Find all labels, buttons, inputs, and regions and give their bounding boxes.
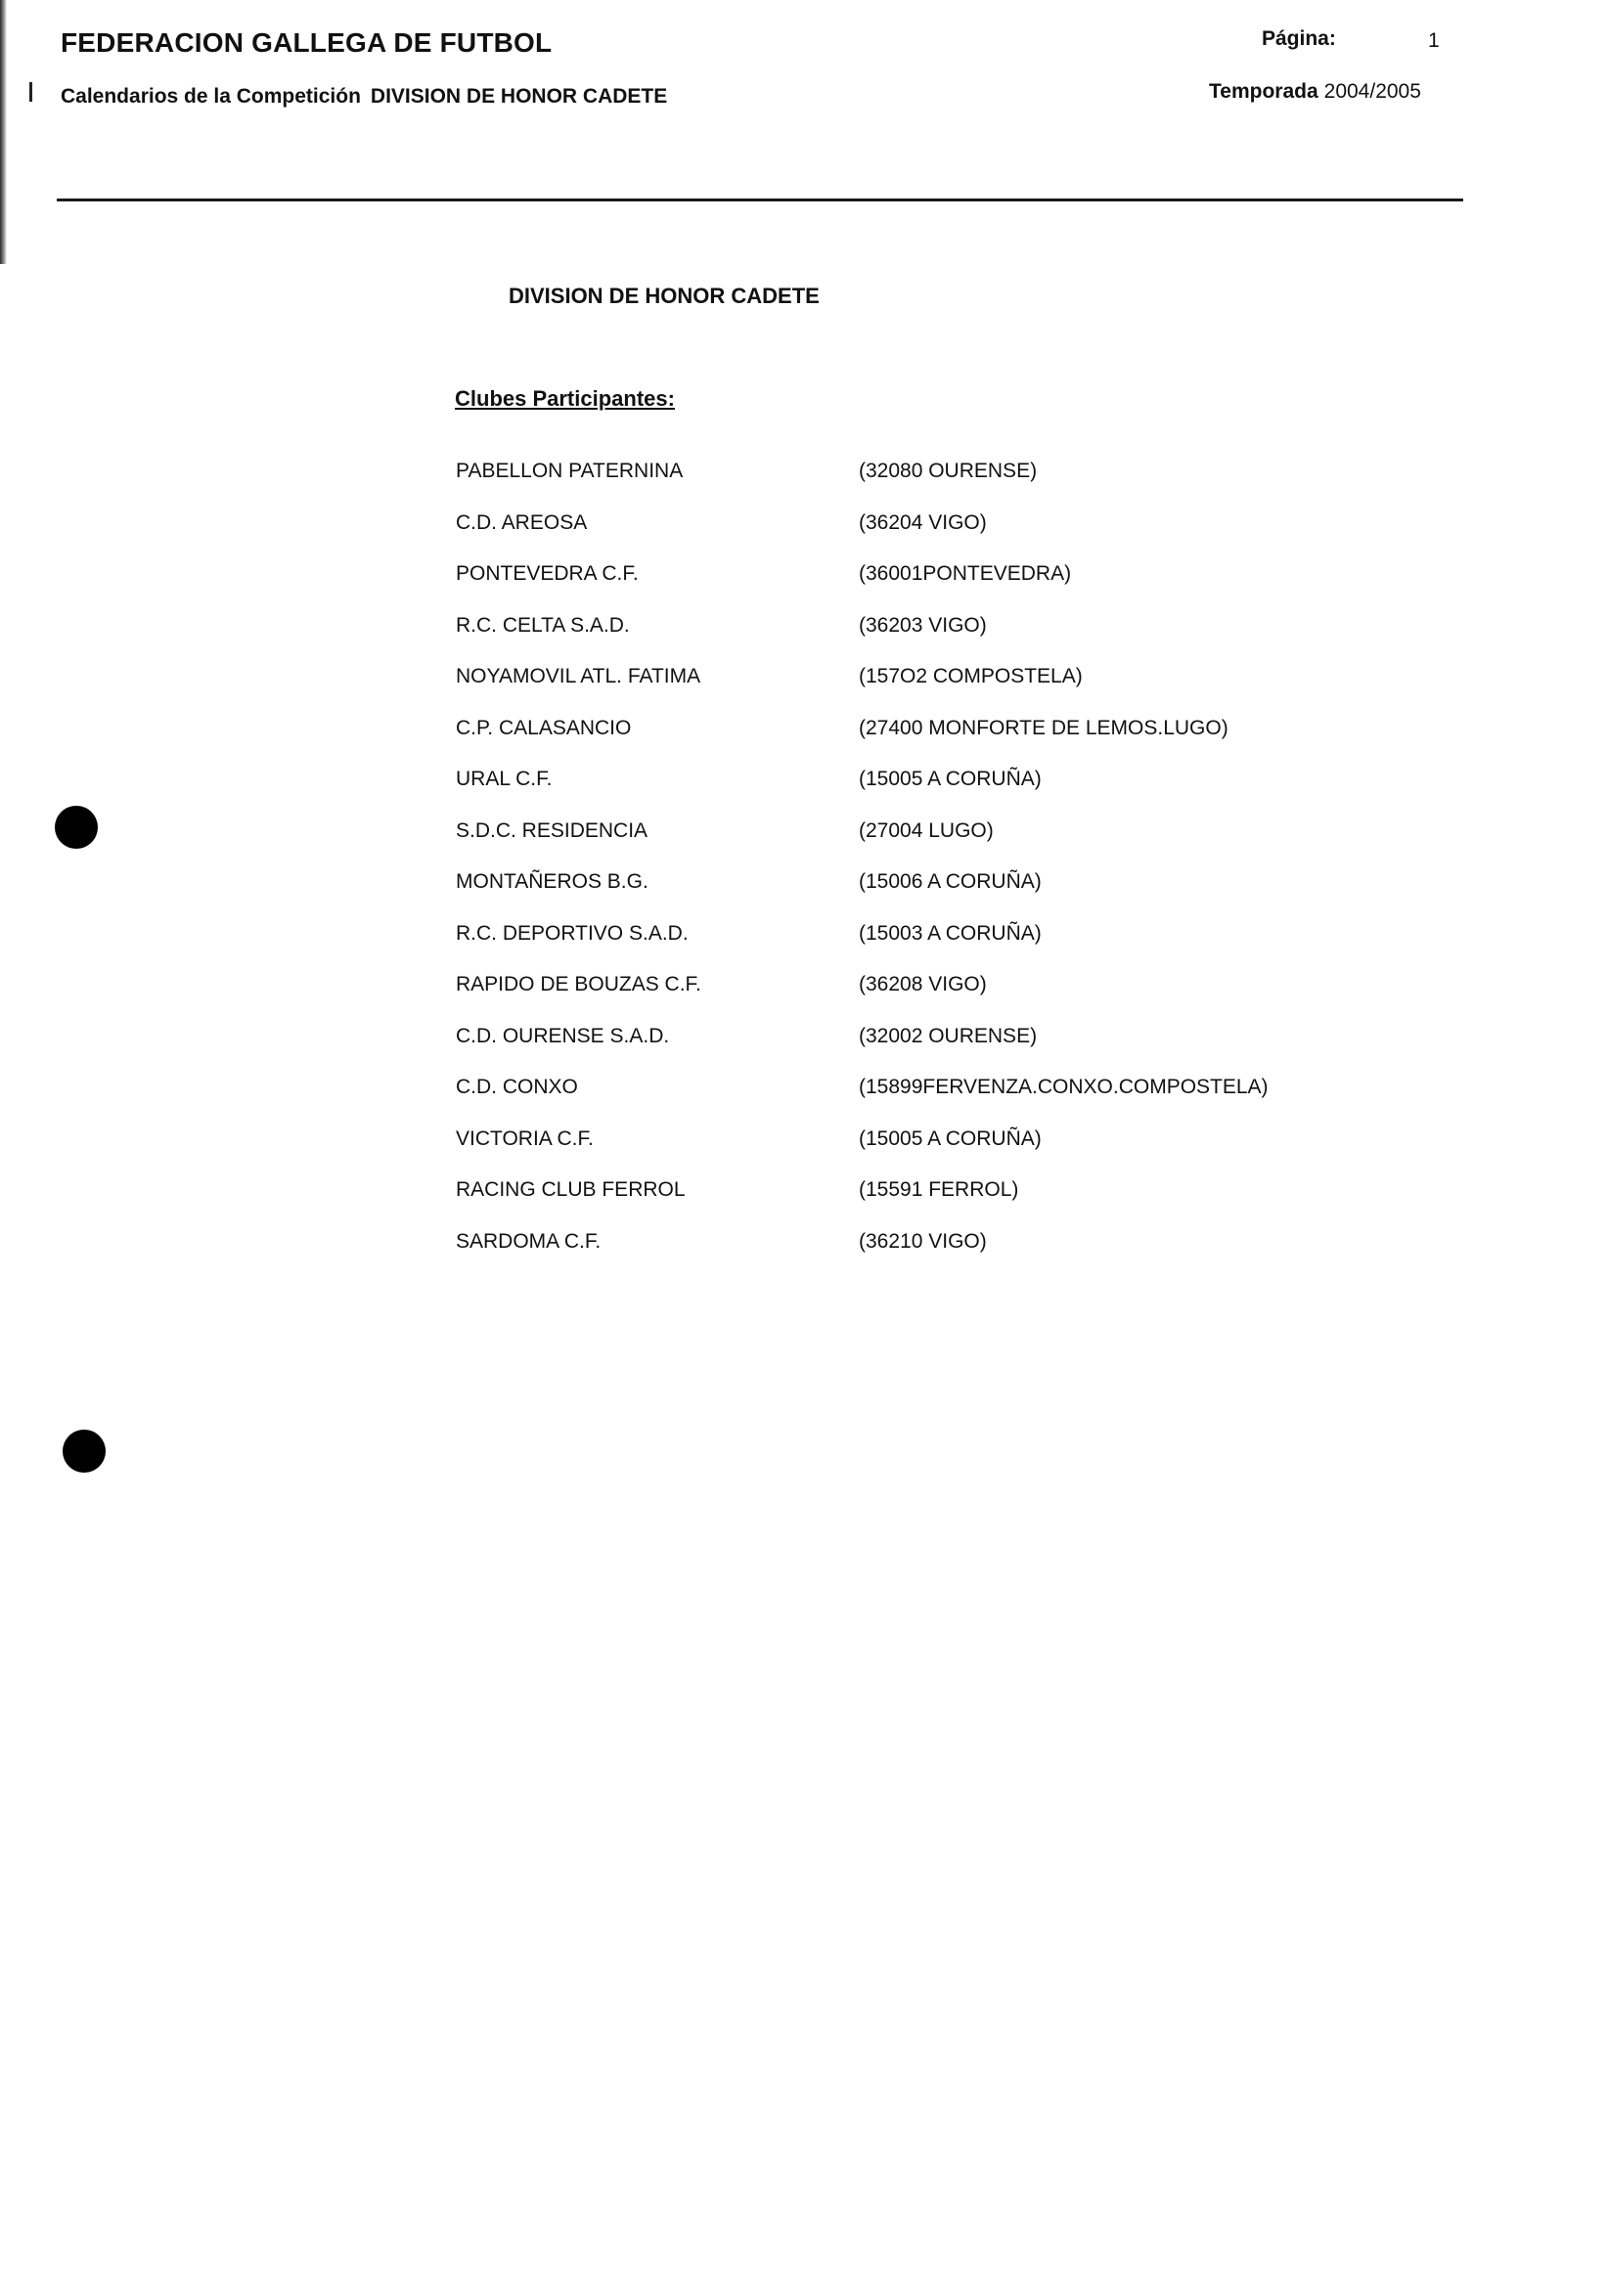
punch-hole	[63, 1430, 106, 1473]
club-location: (36210 VIGO)	[859, 1229, 987, 1253]
organization-title: FEDERACION GALLEGA DE FUTBOL	[61, 27, 553, 58]
club-row	[456, 870, 1434, 922]
club-list	[456, 460, 1434, 1281]
club-name: C.P. CALASANCIO	[456, 716, 632, 739]
club-row	[456, 768, 1434, 819]
club-location: (36203 VIGO)	[859, 613, 987, 637]
club-name: RAPIDO DE BOUZAS C.F.	[456, 973, 701, 995]
club-location: (32002 OURENSE)	[859, 1024, 1038, 1047]
season	[1209, 80, 1421, 104]
club-row	[456, 1178, 1434, 1230]
club-name: MONTAÑEROS B.G.	[456, 870, 648, 893]
club-name: S.D.C. RESIDENCIA	[456, 818, 648, 842]
club-name: R.C. CELTA S.A.D.	[456, 613, 630, 637]
punch-hole	[55, 806, 98, 849]
club-name: PONTEVEDRA C.F.	[456, 562, 639, 585]
club-location: (15005 A CORUÑA)	[859, 768, 1042, 790]
clubs-heading: Clubes Participantes:	[455, 386, 675, 411]
club-name: C.D. AREOSA	[456, 510, 588, 534]
club-row	[456, 1230, 1434, 1282]
club-row	[456, 973, 1434, 1025]
club-location: (36208 VIGO)	[859, 973, 987, 995]
club-row	[456, 819, 1434, 871]
club-row	[456, 717, 1434, 769]
season-value: 2004/2005	[1323, 80, 1421, 103]
club-row	[456, 562, 1434, 614]
club-location: (157O2 COMPOSTELA)	[859, 665, 1083, 687]
club-location: (15591 FERROL)	[859, 1178, 1019, 1201]
club-name: VICTORIA C.F.	[456, 1126, 594, 1150]
club-location: (15006 A CORUÑA)	[859, 870, 1042, 893]
page-label: Página:	[1262, 27, 1336, 50]
club-row	[456, 1025, 1434, 1077]
club-location: (32080 OURENSE)	[859, 460, 1038, 482]
scan-mark	[29, 82, 32, 102]
club-location: (15003 A CORUÑA)	[859, 921, 1042, 945]
club-row	[456, 922, 1434, 974]
club-row	[456, 511, 1434, 563]
club-name: NOYAMOVIL ATL. FATIMA	[456, 665, 701, 687]
club-name: C.D. CONXO	[456, 1076, 578, 1098]
header-subtitle	[61, 85, 677, 109]
club-location: (36204 VIGO)	[859, 510, 987, 534]
season-label: Temporada	[1209, 80, 1318, 103]
club-row	[456, 1127, 1434, 1179]
club-name: C.D. OURENSE S.A.D.	[456, 1024, 670, 1047]
club-row	[456, 1076, 1434, 1127]
club-location: (27400 MONFORTE DE LEMOS.LUGO)	[859, 716, 1228, 739]
club-location: (27004 LUGO)	[859, 818, 994, 842]
scan-edge-shadow	[0, 0, 7, 264]
club-name: PABELLON PATERNINA	[456, 460, 684, 482]
subtitle-label: Calendarios de la Competición	[61, 85, 361, 108]
header-divider	[57, 199, 1463, 201]
club-location: (36001PONTEVEDRA)	[859, 562, 1072, 585]
page-number: 1	[1428, 29, 1440, 52]
club-name: URAL C.F.	[456, 768, 553, 790]
subtitle-competition: DIVISION DE HONOR CADETE	[370, 85, 668, 108]
club-row	[456, 460, 1434, 511]
competition-title: DIVISION DE HONOR CADETE	[509, 284, 820, 308]
club-name: SARDOMA C.F.	[456, 1229, 602, 1253]
club-name: R.C. DEPORTIVO S.A.D.	[456, 921, 689, 945]
club-name: RACING CLUB FERROL	[456, 1178, 686, 1201]
club-row	[456, 665, 1434, 717]
club-row	[456, 614, 1434, 666]
club-location: (15005 A CORUÑA)	[859, 1126, 1042, 1150]
club-location: (15899FERVENZA.CONXO.COMPOSTELA)	[859, 1076, 1269, 1098]
